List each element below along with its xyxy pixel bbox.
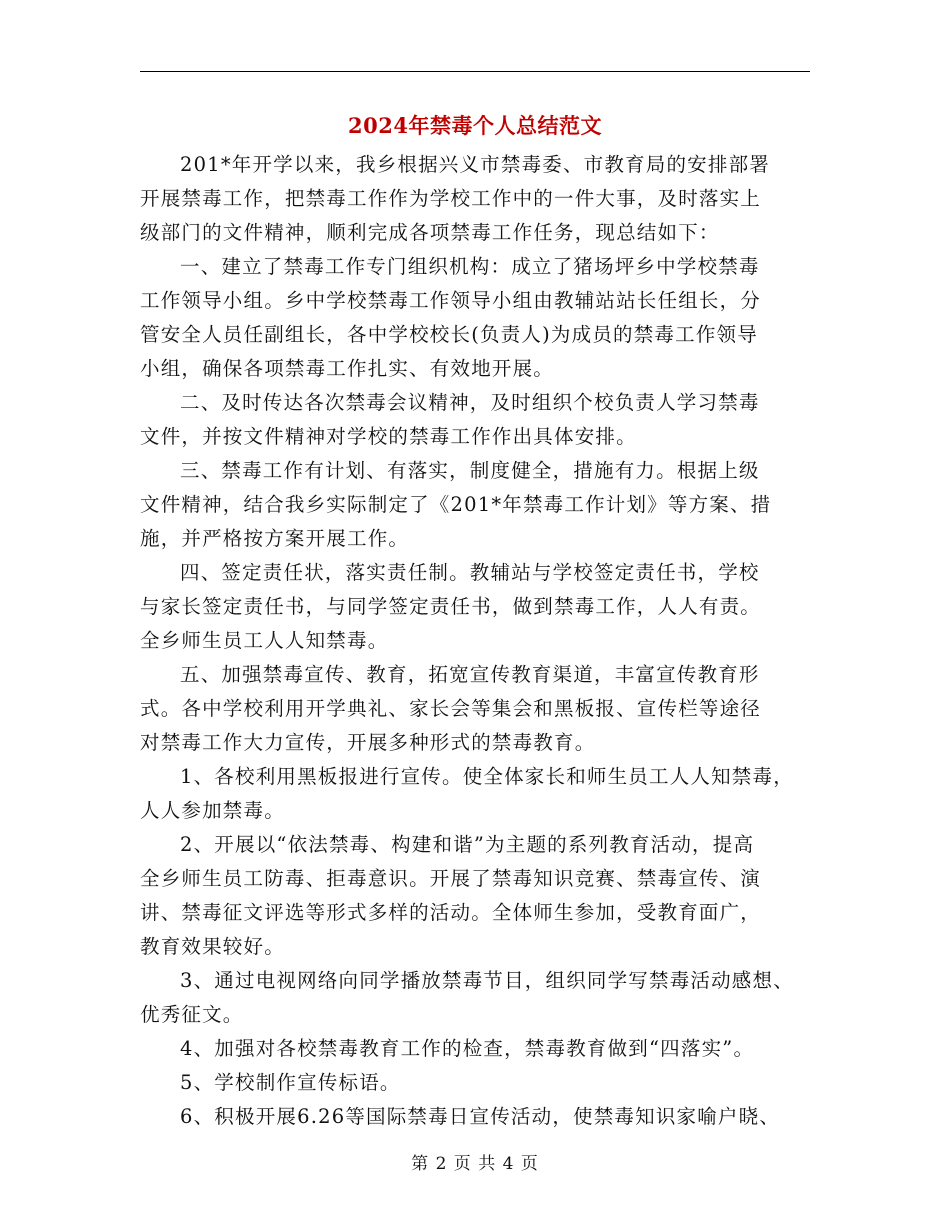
paragraph — [140, 386, 824, 454]
paragraph — [140, 250, 824, 386]
paragraph-line: 开展禁毒工作，把禁毒工作作为学校工作中的一件大事，及时落实上 — [140, 187, 762, 210]
page-number: 第 2 页 共 4 页 — [411, 1154, 539, 1174]
paragraph-line: 文件精神，结合我乡实际制定了《201*年禁毒工作计划》等方案、措 — [140, 493, 772, 516]
paragraph-line: 人人参加禁毒。 — [140, 799, 285, 822]
paragraph-line: 教育效果较好。 — [140, 935, 285, 958]
paragraph-line: 文件，并按文件精神对学校的禁毒工作作出具体安排。 — [140, 425, 637, 448]
paragraph — [140, 454, 824, 556]
paragraph-line: 6、积极开展6.26等国际禁毒日宣传活动，使禁毒知识家喻户晓、 — [180, 1105, 781, 1128]
paragraph — [140, 1066, 824, 1100]
header-rule — [140, 71, 810, 72]
paragraph-line: 与家长签定责任书，与同学签定责任书，做到禁毒工作，人人有责。 — [140, 595, 762, 618]
document-body — [140, 148, 824, 1134]
paragraph — [140, 760, 824, 828]
paragraph-line: 二、及时传达各次禁毒会议精神，及时组织个校负责人学习禁毒 — [180, 391, 760, 414]
paragraph — [140, 1032, 824, 1066]
paragraph-line: 1、各校利用黑板报进行宣传。使全体家长和师生员工人人知禁毒， — [180, 765, 794, 788]
document-title: 2024年禁毒个人总结范文 — [348, 113, 602, 138]
paragraph-line: 对禁毒工作大力宣传，开展多种形式的禁毒教育。 — [140, 731, 596, 754]
paragraph-line: 201*年开学以来，我乡根据兴义市禁毒委、市教育局的安排部署 — [180, 153, 770, 176]
paragraph-line: 施，并严格按方案开展工作。 — [140, 527, 410, 550]
paragraph — [140, 148, 824, 250]
paragraph-line: 管安全人员任副组长，各中学校校长(负责人)为成员的禁毒工作领导 — [140, 323, 758, 346]
paragraph — [140, 658, 824, 760]
paragraph-line: 讲、禁毒征文评选等形式多样的活动。全体师生参加，受教育面广， — [140, 901, 762, 924]
paragraph — [140, 964, 824, 1032]
paragraph — [140, 828, 824, 964]
paragraph-line: 三、禁毒工作有计划、有落实，制度健全，措施有力。根据上级 — [180, 459, 760, 482]
paragraph-line: 3、通过电视网络向同学播放禁毒节目，组织同学写禁毒活动感想、 — [180, 969, 794, 992]
paragraph-line: 一、建立了禁毒工作专门组织机构：成立了猪场坪乡中学校禁毒 — [180, 255, 760, 278]
paragraph-line: 优秀征文。 — [140, 1003, 244, 1026]
paragraph-line: 全乡师生员工人人知禁毒。 — [140, 629, 389, 652]
paragraph-line: 四、签定责任状，落实责任制。教辅站与学校签定责任书，学校 — [180, 561, 760, 584]
paragraph-line: 级部门的文件精神，顺利完成各项禁毒工作任务，现总结如下： — [140, 221, 720, 244]
paragraph-line: 5、学校制作宣传标语。 — [180, 1071, 401, 1094]
paragraph-line: 4、加强对各校禁毒教育工作的检查，禁毒教育做到“四落实”。 — [180, 1037, 755, 1060]
paragraph-line: 2、开展以“依法禁毒、构建和谐”为主题的系列教育活动，提高 — [180, 833, 755, 856]
paragraph-line: 式。各中学校利用开学典礼、家长会等集会和黑板报、宣传栏等途径 — [140, 697, 762, 720]
paragraph — [140, 556, 824, 658]
paragraph-line: 小组，确保各项禁毒工作扎实、有效地开展。 — [140, 357, 555, 380]
paragraph-line: 全乡师生员工防毒、拒毒意识。开展了禁毒知识竞赛、禁毒宣传、演 — [140, 867, 762, 890]
paragraph-line: 五、加强禁毒宣传、教育，拓宽宣传教育渠道，丰富宣传教育形 — [180, 663, 760, 686]
paragraph-line: 工作领导小组。乡中学校禁毒工作领导小组由教辅站站长任组长，分 — [140, 289, 762, 312]
paragraph — [140, 1100, 824, 1134]
